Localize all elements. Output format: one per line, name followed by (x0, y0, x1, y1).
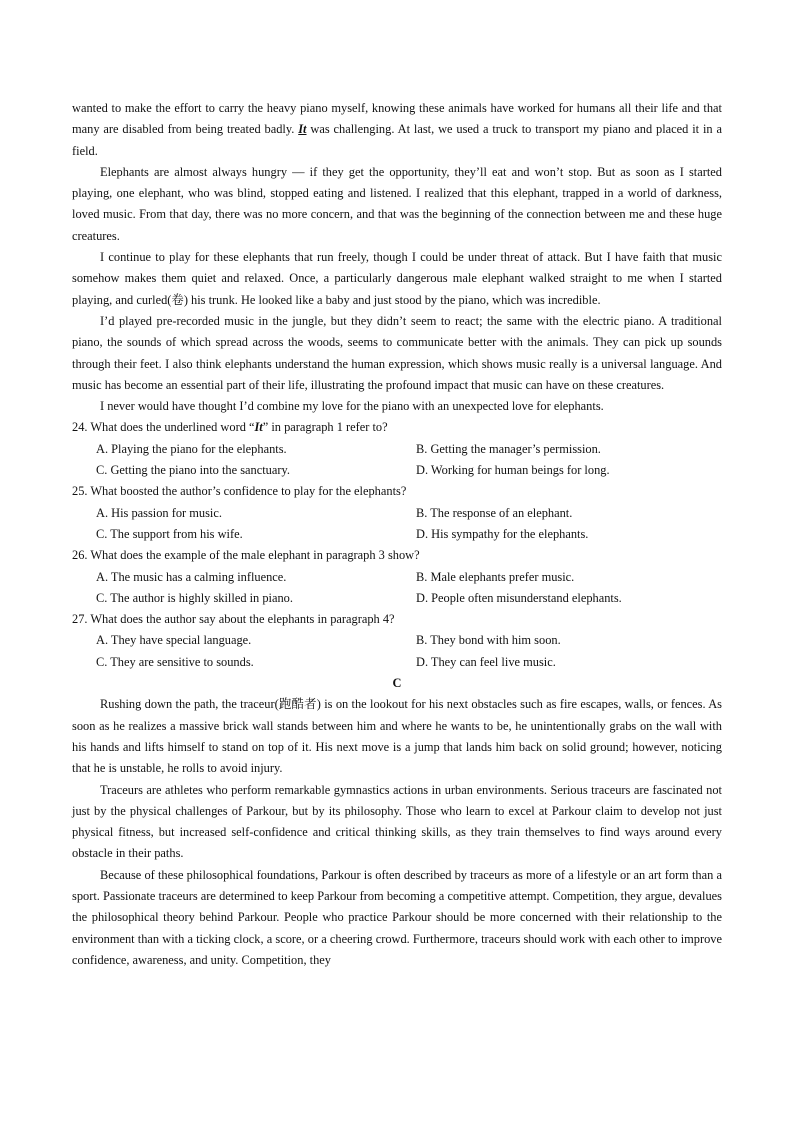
section-title-c: C (392, 676, 402, 691)
option-d: D. They can feel live music. (416, 654, 556, 669)
paragraph-continued: wanted to make the effort to carry the heavy piano myself, knowing these animals have worked for humans all their life and that many are disabled from being treated badly. It was challenging. At last, we used a truck to transport my piano and placed it in a field. (72, 101, 722, 158)
option-b: B. Getting the manager’s permission. (416, 441, 601, 456)
option-d: D. His sympathy for the elephants. (416, 526, 589, 541)
question-26-options (72, 567, 722, 610)
option-c: C. Getting the piano into the sanctuary. (96, 463, 290, 478)
question-27-options (72, 630, 722, 673)
passage-c-paragraph-2: Traceurs are athletes who perform remarkable gymnastics actions in urban environments. Serious traceurs are fascinated not just by the physical challenges of Parkour, but by its philosophy. Those who learn to excel at Parkour claim to develop not just physical fitness, but increased self-confidence and critical thinking skills, as they train themselves to find ways around every obstacle in their paths. (72, 782, 722, 861)
question-26-stem: 26. What does the example of the male elephant in paragraph 3 show? (72, 548, 420, 563)
paragraph-5: I never would have thought I’d combine my love for the piano with an unexpected love for elephants. (100, 399, 604, 414)
paragraph-3: I continue to play for these elephants that run freely, though I could be under threat of attack. But I have faith that music somehow makes them quiet and relaxed. Once, a particularly dangerous male elephant walked straight to me when I started playing, and curled(卷) his trunk. He looked like a baby and just stood by the piano, which was incredible. (72, 250, 722, 307)
passage-c-paragraph-3: Because of these philosophical foundations, Parkour is often described by traceurs as more of a lifestyle or an art form than a sport. Passionate traceurs are determined to keep Parkour from becoming a competitive attempt. Competition, they argue, devalues the philosophical theory behind Parkour. People who practice Parkour should be more concerned with their relationship to the environment than with a ticking clock, a score, or a cheering crowd. Furthermore, traceurs should work with each other to improve confidence, awareness, and unity. Competition, they (72, 867, 722, 967)
passage-c-paragraph-1: Rushing down the path, the traceur(跑酷者) is on the lookout for his next obstacles such as fire escapes, walls, or fences. As soon as he realizes a massive brick wall stands between him and where he wants to be, he unintentionally grabs on the wall with his hands and lifts himself to stand on top of it. His next move is a jump that lands him back on solid ground; however, noticing that he is unstable, he rolls to avoid injury. (72, 697, 722, 776)
question-27-stem: 27. What does the author say about the elephants in paragraph 4? (72, 612, 395, 627)
option-b: B. Male elephants prefer music. (416, 569, 575, 584)
option-a: A. His passion for music. (96, 505, 222, 520)
option-a: A. Playing the piano for the elephants. (96, 441, 287, 456)
exam-page (72, 98, 722, 971)
option-d: D. People often misunderstand elephants. (416, 590, 622, 605)
option-d: D. Working for human beings for long. (416, 463, 610, 478)
option-b: B. They bond with him soon. (416, 633, 561, 648)
option-c: C. The support from his wife. (96, 526, 243, 541)
paragraph-2: Elephants are almost always hungry — if they get the opportunity, they’ll eat and won’t stop. But as soon as I started playing, one elephant, who was blind, stopped eating and listened. I realized that this elephant, trapped in a world of darkness, loved music. From that day, there was no more concern, and that was the beginning of the connection between me and these huge creatures. (72, 164, 722, 243)
paragraph-4: I’d played pre-recorded music in the jungle, but they didn’t seem to react; the same with the electric piano. A traditional piano, the sounds of which spread across the woods, seems to communicate better with the animals. They can pick up sounds through their feet. I also think elephants understand the human expression, which shows music really is a universal language. And music has become an essential part of their life, illustrating the profound impact that music can have on these creatures. (72, 313, 722, 392)
option-b: B. The response of an elephant. (416, 505, 573, 520)
question-25-stem: 25. What boosted the author’s confidence to play for the elephants? (72, 484, 407, 499)
option-a: A. They have special language. (96, 633, 252, 648)
question-24-stem: 24. What does the underlined word “It” in paragraph 1 refer to? (72, 420, 388, 435)
option-a: A. The music has a calming influence. (96, 569, 287, 584)
option-c: C. The author is highly skilled in piano. (96, 590, 293, 605)
question-25-options (72, 503, 722, 546)
option-c: C. They are sensitive to sounds. (96, 654, 254, 669)
underlined-word-it: It (298, 122, 307, 137)
question-24-options (72, 439, 722, 482)
